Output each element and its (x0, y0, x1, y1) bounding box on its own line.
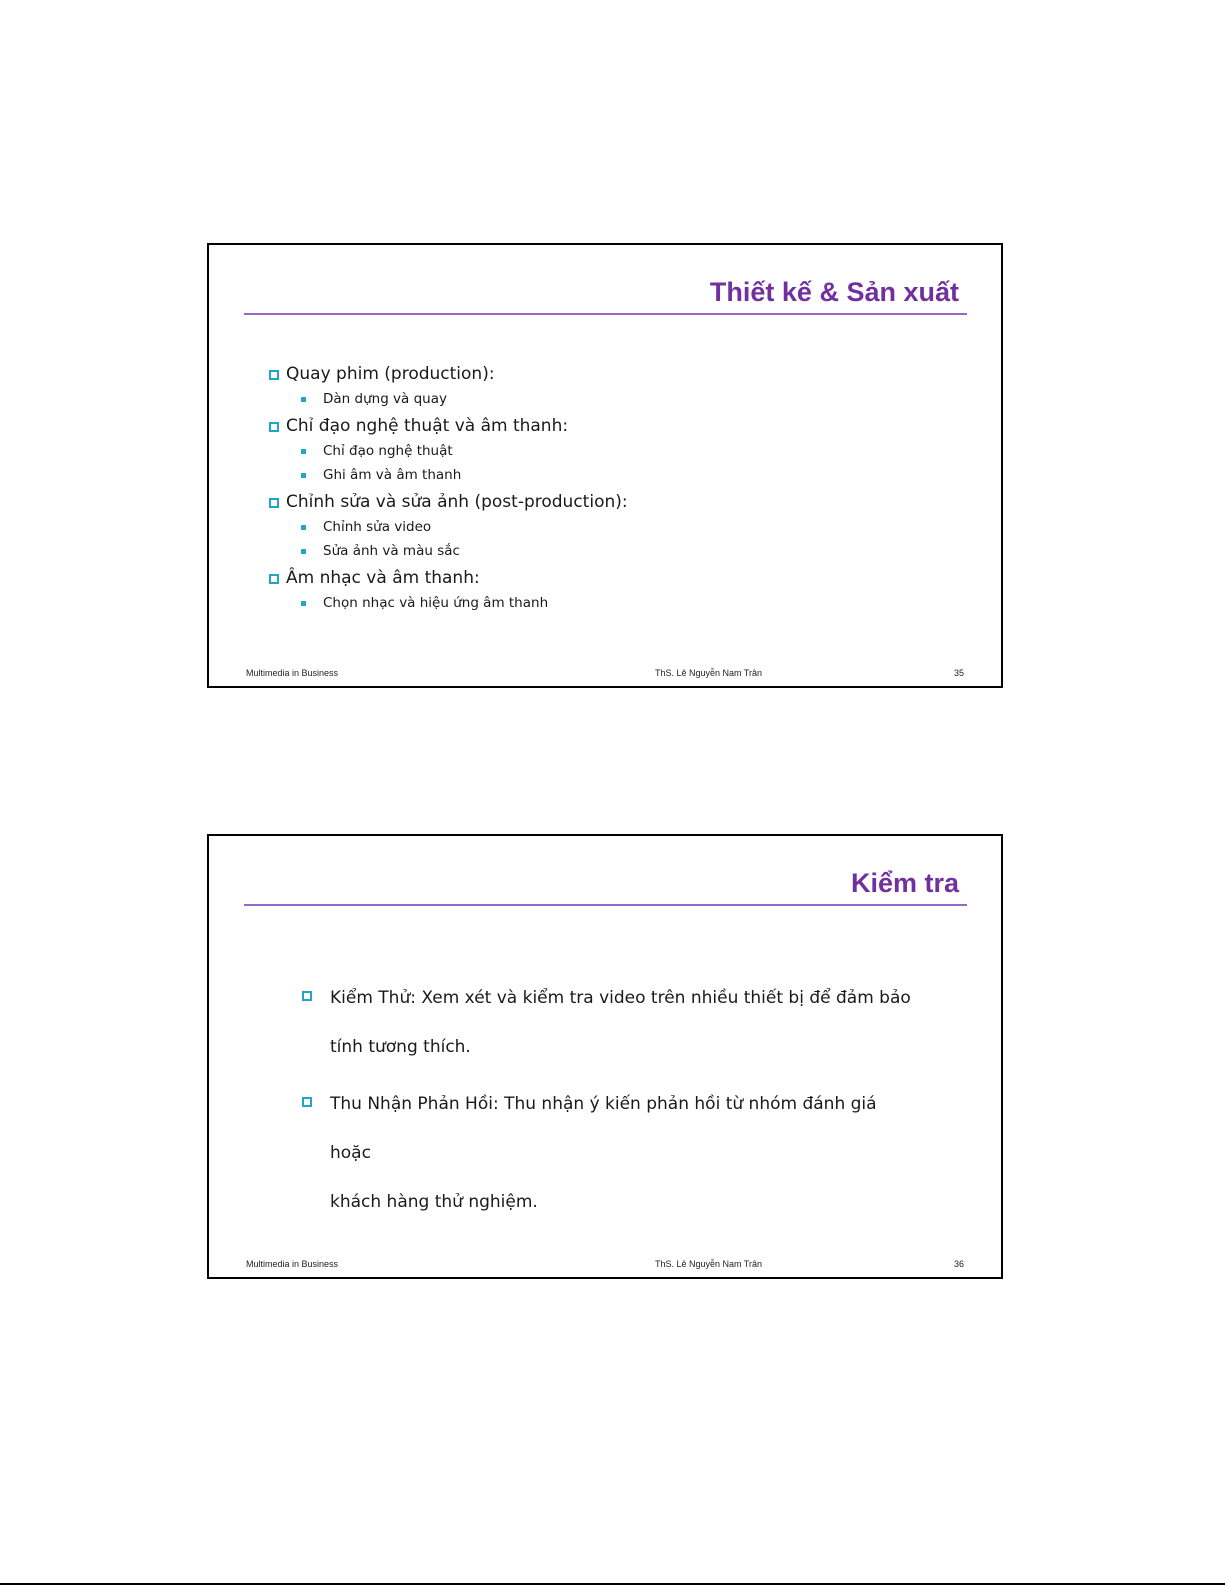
hollow-square-bullet-icon (269, 370, 279, 380)
bullet-item (269, 363, 961, 385)
footer-author: ThS. Lê Nguyễn Nam Trân (655, 668, 763, 678)
hollow-square-bullet-icon (302, 1097, 312, 1107)
square-bullet-icon (301, 449, 306, 454)
title-divider (244, 904, 967, 906)
title-divider (244, 313, 967, 315)
slide-content (269, 363, 961, 619)
square-bullet-icon (301, 473, 306, 478)
bullet-text: Âm nhạc và âm thanh: (286, 568, 480, 588)
hollow-square-bullet-icon (269, 574, 279, 584)
bullet-paragraph (302, 974, 921, 1072)
slide-content (302, 974, 921, 1235)
square-bullet-icon (301, 525, 306, 530)
bullet-paragraph (302, 1080, 921, 1227)
page-number: 35 (953, 668, 964, 678)
slide-title: Kiểm tra (850, 868, 959, 898)
footer-course: Multimedia in Business (246, 668, 339, 678)
square-bullet-icon (301, 601, 306, 606)
paragraph-line: Thu Nhận Phản Hồi: Thu nhận ý kiến phản hồi từ nhóm đánh giá hoặc (330, 1094, 877, 1163)
page-number: 36 (953, 1259, 964, 1269)
slide-35 (207, 243, 1003, 688)
bullet-item (269, 491, 961, 513)
footer-course: Multimedia in Business (246, 1259, 339, 1269)
footer-author: ThS. Lê Nguyễn Nam Trân (655, 1259, 763, 1269)
slide-36 (207, 834, 1003, 1279)
sub-bullet-text: Chọn nhạc và hiệu ứng âm thanh (323, 595, 549, 611)
hollow-square-bullet-icon (269, 422, 279, 432)
bullet-text: Chỉnh sửa và sửa ảnh (post-production): (286, 492, 628, 512)
sub-bullet-text: Chỉnh sửa video (323, 519, 432, 535)
sub-bullet-text: Dàn dựng và quay (323, 391, 447, 407)
square-bullet-icon (301, 549, 306, 554)
hollow-square-bullet-icon (269, 498, 279, 508)
sub-bullet-item (301, 465, 961, 485)
sub-bullet-item (301, 441, 961, 461)
square-bullet-icon (301, 397, 306, 402)
paragraph-line: khách hàng thử nghiệm. (330, 1192, 538, 1212)
bullet-text: Chỉ đạo nghệ thuật và âm thanh: (286, 416, 569, 436)
slide-title: Thiết kế & Sản xuất (709, 277, 959, 307)
sub-bullet-item (301, 389, 961, 409)
bullet-item (269, 415, 961, 437)
hollow-square-bullet-icon (302, 991, 312, 1001)
paragraph-line: Kiểm Thử: Xem xét và kiểm tra video trên nhiều thiết bị để đảm bảo (330, 988, 911, 1008)
sub-bullet-text: Sửa ảnh và màu sắc (323, 543, 460, 559)
sub-bullet-item (301, 541, 961, 561)
sub-bullet-text: Ghi âm và âm thanh (323, 467, 462, 483)
sub-bullet-item (301, 593, 961, 613)
bullet-item (269, 567, 961, 589)
paragraph-line: tính tương thích. (330, 1037, 471, 1057)
bullet-text: Quay phim (production): (286, 364, 495, 384)
sub-bullet-item (301, 517, 961, 537)
sub-bullet-text: Chỉ đạo nghệ thuật (323, 443, 453, 459)
